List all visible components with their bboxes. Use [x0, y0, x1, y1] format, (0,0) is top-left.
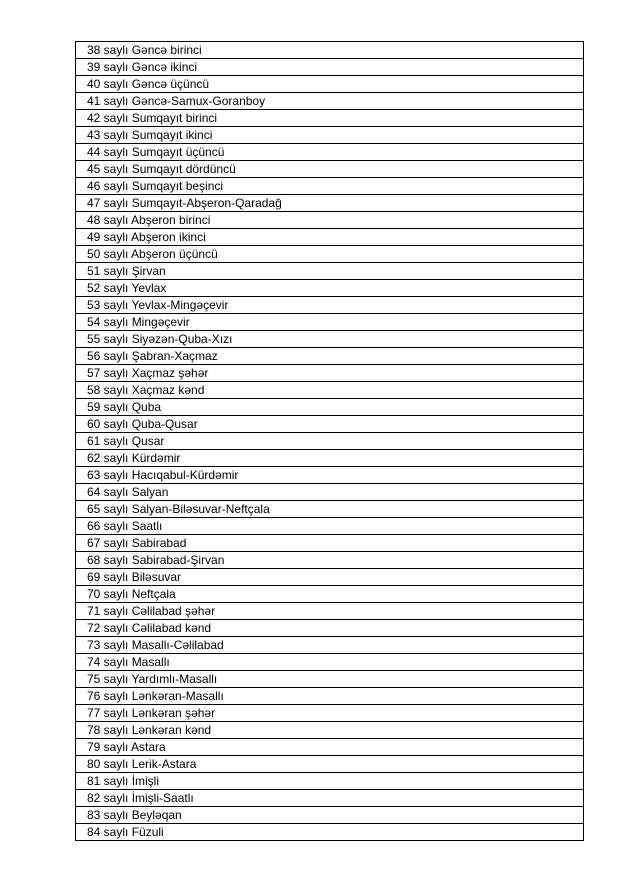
- table-row: [76, 807, 584, 824]
- district-cell: 82 saylı İmişli-Saatlı: [76, 790, 584, 807]
- table-row: [76, 756, 584, 773]
- district-cell: 68 saylı Sabirabad-Şirvan: [76, 552, 584, 569]
- table-row: [76, 586, 584, 603]
- district-cell: 40 saylı Gəncə üçüncü: [76, 76, 584, 93]
- district-cell: 69 saylı Biləsuvar: [76, 569, 584, 586]
- district-cell: 75 saylı Yardımlı-Masallı: [76, 671, 584, 688]
- table-row: [76, 773, 584, 790]
- district-cell: 42 saylı Sumqayıt birinci: [76, 110, 584, 127]
- table-row: [76, 382, 584, 399]
- district-cell: 38 saylı Gəncə birinci: [76, 42, 584, 59]
- table-row: [76, 569, 584, 586]
- district-cell: 41 saylı Gəncə-Samux-Goranboy: [76, 93, 584, 110]
- district-cell: 49 saylı Abşeron ikinci: [76, 229, 584, 246]
- table-row: [76, 93, 584, 110]
- table-row: [76, 331, 584, 348]
- district-cell: 63 saylı Hacıqabul-Kürdəmir: [76, 467, 584, 484]
- district-cell: 59 saylı Quba: [76, 399, 584, 416]
- table-row: [76, 110, 584, 127]
- table-row: [76, 59, 584, 76]
- table-row: [76, 161, 584, 178]
- table-row: [76, 314, 584, 331]
- district-cell: 65 saylı Salyan-Biləsuvar-Neftçala: [76, 501, 584, 518]
- district-cell: 74 saylı Masallı: [76, 654, 584, 671]
- district-cell: 44 saylı Sumqayıt üçüncü: [76, 144, 584, 161]
- district-cell: 60 saylı Quba-Qusar: [76, 416, 584, 433]
- district-cell: 56 saylı Şabran-Xaçmaz: [76, 348, 584, 365]
- table-row: [76, 467, 584, 484]
- district-cell: 77 saylı Lənkəran şəhər: [76, 705, 584, 722]
- district-cell: 78 saylı Lənkəran kənd: [76, 722, 584, 739]
- district-table: [75, 41, 584, 841]
- table-row: [76, 399, 584, 416]
- district-cell: 66 saylı Saatlı: [76, 518, 584, 535]
- district-cell: 80 saylı Lerik-Astara: [76, 756, 584, 773]
- table-row: [76, 705, 584, 722]
- district-cell: 57 saylı Xaçmaz şəhər: [76, 365, 584, 382]
- table-row: [76, 535, 584, 552]
- table-row: [76, 824, 584, 841]
- district-cell: 81 saylı İmişli: [76, 773, 584, 790]
- district-cell: 58 saylı Xaçmaz kənd: [76, 382, 584, 399]
- table-row: [76, 246, 584, 263]
- table-row: [76, 178, 584, 195]
- table-row: [76, 790, 584, 807]
- table-row: [76, 739, 584, 756]
- table-row: [76, 212, 584, 229]
- table-row: [76, 144, 584, 161]
- table-row: [76, 280, 584, 297]
- district-cell: 54 saylı Mingəçevir: [76, 314, 584, 331]
- table-row: [76, 501, 584, 518]
- district-cell: 64 saylı Salyan: [76, 484, 584, 501]
- district-cell: 55 saylı Siyəzən-Quba-Xızı: [76, 331, 584, 348]
- table-row: [76, 484, 584, 501]
- district-cell: 53 saylı Yevlax-Mingəçevir: [76, 297, 584, 314]
- table-row: [76, 76, 584, 93]
- district-table-body: [76, 42, 584, 841]
- table-row: [76, 518, 584, 535]
- district-cell: 62 saylı Kürdəmir: [76, 450, 584, 467]
- table-row: [76, 671, 584, 688]
- table-row: [76, 654, 584, 671]
- district-cell: 43 saylı Sumqayıt ikinci: [76, 127, 584, 144]
- table-row: [76, 127, 584, 144]
- table-row: [76, 348, 584, 365]
- district-cell: 83 saylı Beyləqan: [76, 807, 584, 824]
- table-row: [76, 620, 584, 637]
- district-cell: 50 saylı Abşeron üçüncü: [76, 246, 584, 263]
- table-row: [76, 688, 584, 705]
- table-row: [76, 42, 584, 59]
- table-row: [76, 450, 584, 467]
- district-cell: 73 saylı Masallı-Cəlilabad: [76, 637, 584, 654]
- district-cell: 70 saylı Neftçala: [76, 586, 584, 603]
- table-row: [76, 195, 584, 212]
- table-row: [76, 229, 584, 246]
- table-row: [76, 297, 584, 314]
- district-cell: 71 saylı Cəlilabad şəhər: [76, 603, 584, 620]
- district-cell: 47 saylı Sumqayıt-Abşeron-Qaradağ: [76, 195, 584, 212]
- district-cell: 52 saylı Yevlax: [76, 280, 584, 297]
- district-cell: 61 saylı Qusar: [76, 433, 584, 450]
- table-row: [76, 263, 584, 280]
- table-row: [76, 433, 584, 450]
- table-row: [76, 416, 584, 433]
- district-cell: 48 saylı Abşeron birinci: [76, 212, 584, 229]
- district-cell: 67 saylı Sabirabad: [76, 535, 584, 552]
- district-cell: 51 saylı Şirvan: [76, 263, 584, 280]
- table-row: [76, 637, 584, 654]
- district-cell: 79 saylı Astara: [76, 739, 584, 756]
- table-row: [76, 365, 584, 382]
- district-cell: 76 saylı Lənkəran-Masallı: [76, 688, 584, 705]
- district-cell: 72 saylı Cəlilabad kənd: [76, 620, 584, 637]
- table-row: [76, 603, 584, 620]
- district-cell: 84 saylı Füzuli: [76, 824, 584, 841]
- district-cell: 39 saylı Gəncə ikinci: [76, 59, 584, 76]
- table-row: [76, 552, 584, 569]
- district-cell: 46 saylı Sumqayıt beşinci: [76, 178, 584, 195]
- table-row: [76, 722, 584, 739]
- district-cell: 45 saylı Sumqayıt dördüncü: [76, 161, 584, 178]
